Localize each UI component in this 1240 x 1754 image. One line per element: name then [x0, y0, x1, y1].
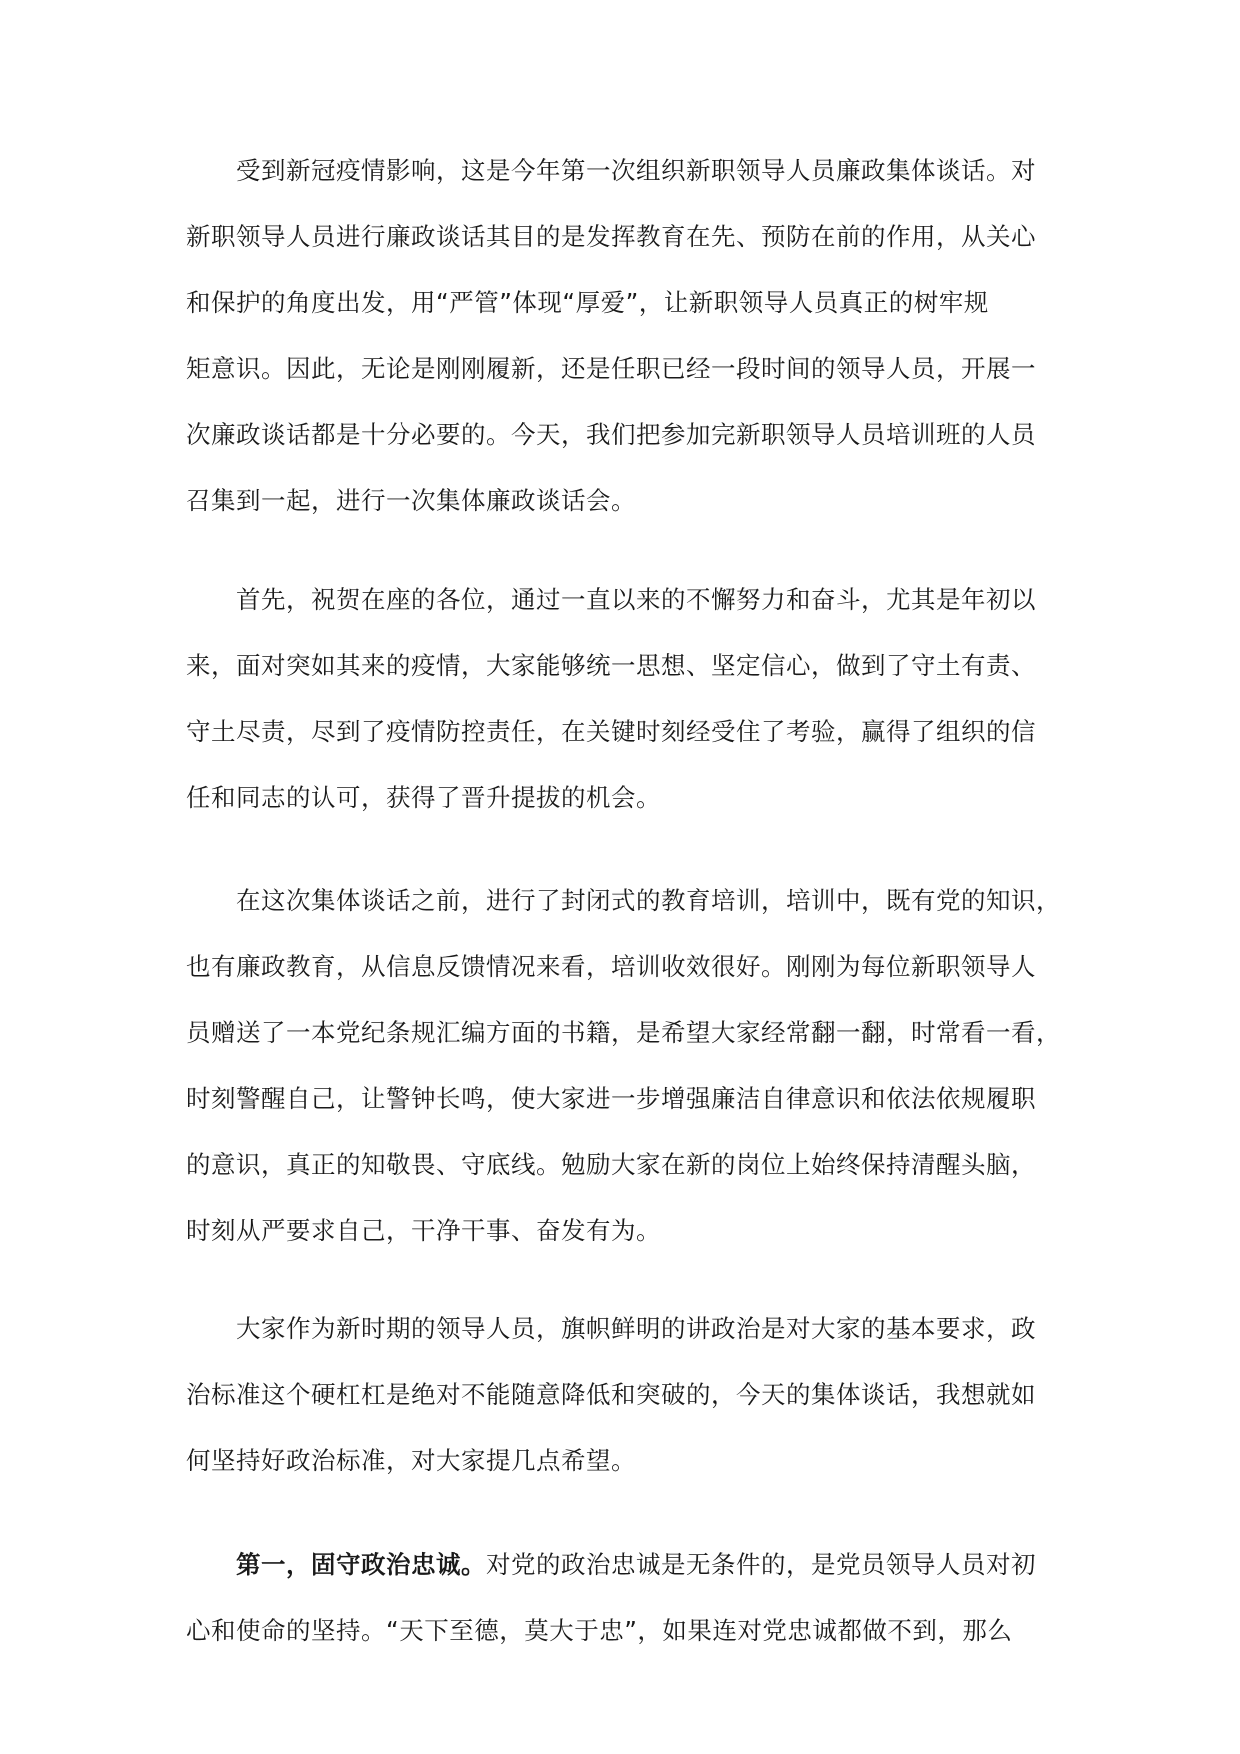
paragraph-line: 召集到一起，进行一次集体廉政谈话会。 [186, 486, 636, 515]
paragraph-1 [186, 138, 1086, 534]
paragraph-line: 何坚持好政治标准，对大家提几点希望。 [186, 1446, 636, 1475]
paragraph-line: 的意识，真正的知敬畏、守底线。勉励大家在新的岗位上始终保持清醒头脑， [186, 1150, 1036, 1179]
paragraph-line-text: 对党的政治忠诚是无条件的，是党员领导人员对初 [486, 1550, 1036, 1579]
paragraph-line: 矩意识。因此，无论是刚刚履新，还是任职已经一段时间的领导人员，开展一 [186, 354, 1036, 383]
paragraph-line: 大家作为新时期的领导人员，旗帜鲜明的讲政治是对大家的基本要求，政 [236, 1314, 1036, 1343]
paragraph-3 [186, 868, 1086, 1264]
paragraph-2 [186, 567, 1086, 831]
paragraph-line: 治标准这个硬杠杠是绝对不能随意降低和突破的，今天的集体谈话，我想就如 [186, 1380, 1036, 1409]
paragraph-line: 受到新冠疫情影响，这是今年第一次组织新职领导人员廉政集体谈话。对 [236, 156, 1036, 185]
paragraph-line: 也有廉政教育，从信息反馈情况来看，培训收效很好。刚刚为每位新职领导人 [186, 952, 1036, 981]
bold-heading: 第一，固守政治忠诚。 [236, 1550, 486, 1579]
paragraph-line: 来，面对突如其来的疫情，大家能够统一思想、坚定信心，做到了守土有责、 [186, 651, 1036, 680]
paragraph-line: 时刻警醒自己，让警钟长鸣，使大家进一步增强廉洁自律意识和依法依规履职 [186, 1084, 1036, 1113]
paragraph-line: 任和同志的认可，获得了晋升提拔的机会。 [186, 783, 661, 812]
paragraph-line: 员赠送了一本党纪条规汇编方面的书籍，是希望大家经常翻一翻，时常看一看， [186, 1018, 1061, 1047]
paragraph-line: 首先，祝贺在座的各位，通过一直以来的不懈努力和奋斗，尤其是年初以 [236, 585, 1036, 614]
paragraph-line: 心和使命的坚持。“天下至德，莫大于忠”，如果连对党忠诚都做不到，那么 [186, 1616, 1013, 1645]
paragraph-line [186, 1532, 1086, 1598]
paragraph-line: 时刻从严要求自己，干净干事、奋发有为。 [186, 1216, 661, 1245]
paragraph-line: 在这次集体谈话之前，进行了封闭式的教育培训，培训中，既有党的知识， [236, 886, 1061, 915]
paragraph-line: 守土尽责，尽到了疫情防控责任，在关键时刻经受住了考验，赢得了组织的信 [186, 717, 1036, 746]
paragraph-5 [186, 1532, 1086, 1664]
paragraph-line: 次廉政谈话都是十分必要的。今天，我们把参加完新职领导人员培训班的人员 [186, 420, 1036, 449]
paragraph-line: 和保护的角度出发，用“严管”体现“厚爱”，让新职领导人员真正的树牢规 [186, 288, 989, 317]
paragraph-line: 新职领导人员进行廉政谈话其目的是发挥教育在先、预防在前的作用，从关心 [186, 222, 1036, 251]
paragraph-4 [186, 1296, 1086, 1494]
